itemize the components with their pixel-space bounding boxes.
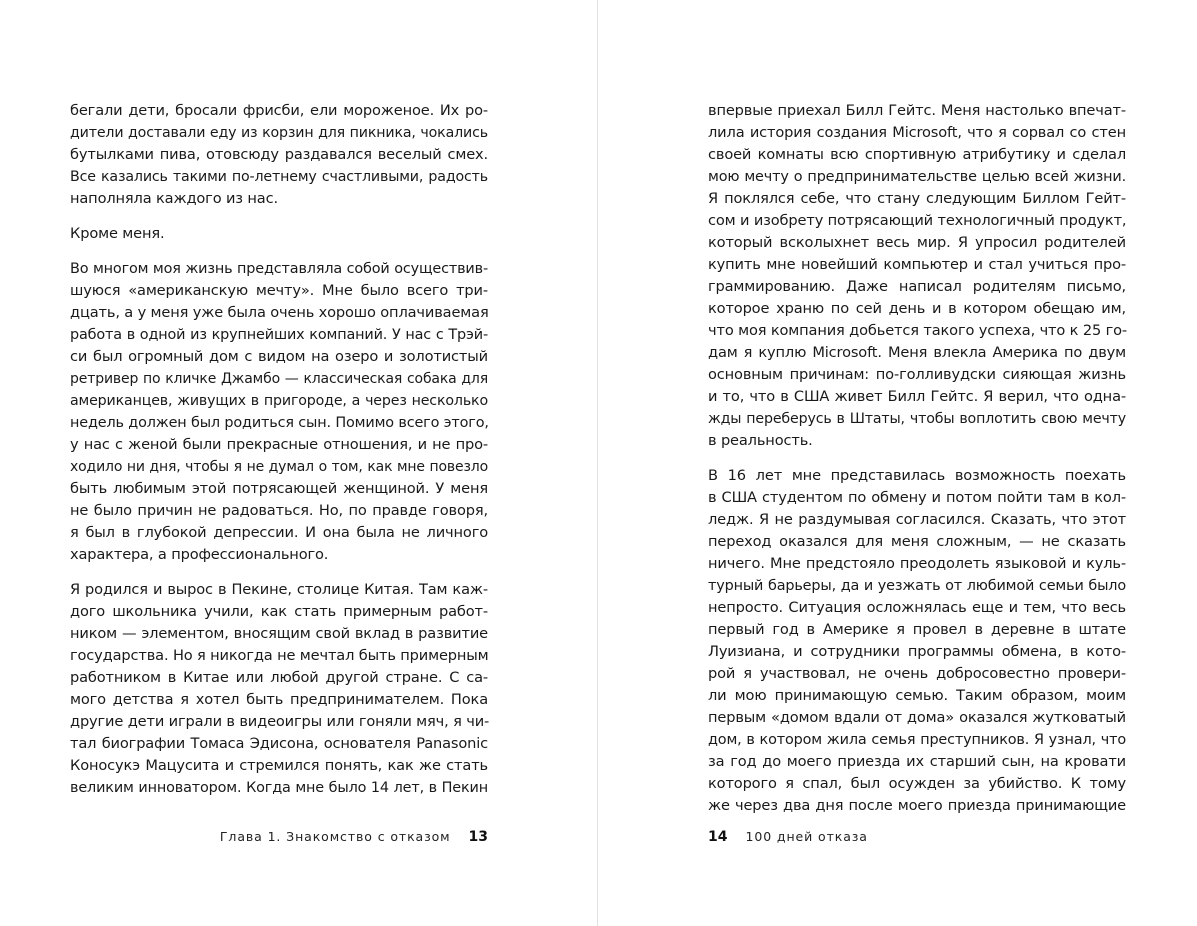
text-line: рой я участвовал, не очень добросовестно провери-	[708, 665, 1126, 682]
text-line: работа в одной из крупнейших компаний. У нас с Трэй-	[70, 327, 488, 343]
text-line: граммированию. Даже написал родителям письмо,	[708, 278, 1126, 295]
text-line: В 16 лет мне представилась возможность поехать	[708, 467, 1126, 484]
running-head: Глава 1. Знакомство с отказом	[219, 829, 451, 844]
paragraph	[70, 223, 488, 245]
text-line: работником в Китае или любой другой стране. С са-	[70, 669, 488, 686]
text-line: купить мне новейший компьютер и стал учиться про-	[708, 256, 1126, 273]
right-page-footer	[708, 829, 868, 845]
text-line: которого я спал, был осужден за убийство. К тому	[708, 775, 1126, 792]
text-line: Я родился и вырос в Пекине, столице Китая. Там каж-	[70, 581, 488, 598]
text-line: бутылками пива, отовсюду раздавался веселый смех.	[70, 146, 488, 163]
text-line: первым «домом вдали от дома» оказался жутковатый	[708, 709, 1126, 726]
text-line: недель должен был родиться сын. Помимо всего этого,	[70, 415, 489, 431]
page-divider	[597, 0, 598, 926]
right-page	[599, 0, 1197, 926]
text-line: шуюся «американскую мечту». Мне было всего три-	[70, 282, 488, 299]
left-page	[0, 0, 598, 926]
text-line: мою мечту о предпринимательстве целью всей жизни.	[708, 169, 1126, 185]
text-line: в США студентом по обмену и потом пойти там в кол-	[708, 489, 1126, 506]
text-line: что моя компания добьется такого успеха, что к 25 го-	[708, 322, 1127, 339]
text-line: наполняла каждого из нас.	[70, 190, 278, 207]
text-line: великим инноватором. Когда мне было 14 лет, в Пекин	[70, 780, 488, 796]
text-line: первый год в Америке я провел в деревне в штате	[708, 621, 1126, 638]
left-page-text	[70, 100, 488, 812]
left-page-footer	[220, 829, 488, 845]
text-line: дом, в котором жила семья преступников. Я узнал, что	[708, 732, 1126, 748]
text-line: ничего. Мне предстояло преодолеть языковой и куль-	[708, 555, 1126, 572]
text-line: государства. Но я никогда не мечтал быть примерным	[70, 647, 489, 664]
text-line: быть любимым этой потрясающей женщиной. У меня	[70, 480, 488, 497]
text-line: основным причинам: по-голливудски сияющая жизнь	[708, 366, 1126, 383]
text-line: дам я куплю Microsoft. Меня влекла Америка по двум	[708, 344, 1126, 361]
text-line: американцев, живущих в пригороде, а через несколько	[70, 393, 488, 409]
text-line: Луизиана, и сотрудники программы обмена, в кото-	[708, 643, 1126, 660]
text-line: своей комнаты всю спортивную атрибутику и сделал	[708, 146, 1126, 163]
paragraph	[70, 579, 488, 799]
text-line: мого детства я хотел быть предпринимателем. Пока	[70, 691, 488, 708]
text-line: Коносукэ Мацусита и стремился понять, как же стать	[70, 757, 488, 774]
text-line: бегали дети, бросали фрисби, ели мороженое. Их ро-	[70, 102, 488, 119]
text-line: дого школьника учили, как стать примерным работ-	[70, 603, 488, 620]
text-line: ледж. Я не раздумывая согласился. Сказать, что этот	[708, 511, 1126, 528]
text-line: в реальность.	[708, 432, 813, 449]
text-line: у нас с женой были прекрасные отношения, и не про-	[70, 436, 488, 453]
text-line: ретривер по кличке Джамбо — классическая собака для	[70, 371, 488, 387]
text-line: жды переберусь в Штаты, чтобы воплотить свою мечту	[708, 411, 1126, 427]
paragraph	[70, 100, 488, 210]
text-line: другие дети играли в видеоигры или гоняли мяч, я чи-	[70, 713, 490, 730]
paragraph	[708, 465, 1126, 817]
text-line: дцать, а у меня уже была очень хорошо оплачиваемая	[70, 304, 489, 321]
page-number: 13	[468, 829, 488, 845]
text-line: Во многом моя жизнь представляла собой осуществив-	[70, 261, 488, 277]
right-page-text	[708, 100, 1126, 830]
running-head: 100 дней отказа	[745, 829, 868, 844]
text-line: непросто. Ситуация осложнялась еще и тем, что весь	[708, 599, 1126, 616]
text-line: я был в глубокой депрессии. И она была не личного	[70, 524, 488, 541]
paragraph	[70, 258, 488, 566]
paragraph	[708, 100, 1126, 452]
text-line: дители доставали еду из корзин для пикника, чокались	[70, 125, 488, 141]
text-line: Все казались такими по-летнему счастливыми, радость	[70, 169, 488, 185]
text-line: который всколыхнет весь мир. Я упросил родителей	[708, 234, 1126, 251]
text-line: сом и изобрету потрясающий технологичный продукт,	[708, 212, 1127, 229]
page-number: 14	[708, 829, 728, 845]
text-line: Я поклялся себе, что стану следующим Биллом Гейт-	[708, 190, 1126, 207]
text-line: Кроме меня.	[70, 225, 165, 242]
text-line: ником — элементом, вносящим свой вклад в развитие	[70, 625, 488, 642]
text-line: характера, а профессионального.	[70, 546, 329, 563]
text-line: и то, что в США живет Билл Гейтс. Я верил, что одна-	[708, 388, 1126, 405]
text-line: ходило ни дня, чтобы я не думал о том, как мне повезло	[70, 459, 488, 475]
text-line: за год до моего приезда их старший сын, на кровати	[708, 753, 1126, 770]
text-line: турный барьеры, да и уезжать от любимой семьи было	[708, 578, 1126, 594]
text-line: лила история создания Microsoft, что я сорвал со стен	[708, 124, 1126, 141]
text-line: которое храню по сей день и в котором обещаю им,	[708, 300, 1126, 317]
text-line: ли мою принимающую семью. Таким образом, моим	[708, 687, 1126, 704]
text-line: си был огромный дом с видом на озеро и золотистый	[70, 348, 488, 365]
text-line: впервые приехал Билл Гейтс. Меня настолько впечат-	[708, 102, 1126, 119]
text-line: же через два дня после моего приезда принимающие	[708, 797, 1126, 814]
text-line: тал биографии Томаса Эдисона, основателя Panasonic	[70, 735, 488, 752]
text-line: не было причин не радоваться. Но, по правде говоря,	[70, 502, 488, 519]
text-line: переход оказался для меня сложным, — не сказать	[708, 533, 1126, 550]
